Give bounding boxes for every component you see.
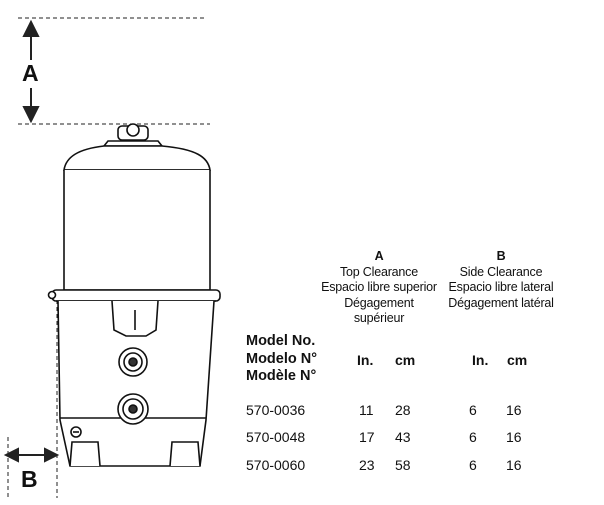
- top-clearance-cm: 58: [395, 457, 411, 473]
- top-clearance-cm: 28: [395, 402, 411, 418]
- top-clearance-in: 17: [359, 429, 375, 445]
- side-clearance-es: Espacio libre lateral: [448, 280, 554, 294]
- side-clearance-cm: 16: [506, 402, 522, 418]
- unit-a-inches: In.: [357, 352, 374, 368]
- table-row: [0, 402, 604, 422]
- dimension-a-label: A: [22, 60, 39, 86]
- model-number-header: [246, 333, 317, 386]
- side-clearance-in: 6: [469, 402, 477, 418]
- top-clearance-in: 11: [359, 402, 374, 418]
- top-clearance-fr: Dégagement supérieur: [344, 295, 414, 325]
- top-clearance-guides: [18, 18, 210, 124]
- column-a-key: A: [374, 249, 384, 263]
- side-clearance-cm: 16: [506, 457, 522, 473]
- model-number: 570-0048: [246, 429, 306, 445]
- top-clearance-cm: 43: [395, 429, 411, 445]
- side-clearance-fr: Dégagement latéral: [448, 295, 554, 310]
- unit-a-cm: cm: [395, 352, 416, 368]
- unit-b-cm: cm: [507, 352, 528, 368]
- side-clearance-in: 6: [469, 429, 477, 445]
- model-number: 570-0036: [246, 402, 306, 418]
- side-clearance-in: 6: [469, 457, 477, 473]
- column-b-key: B: [496, 249, 506, 263]
- model-header-es: Modelo N°: [246, 350, 318, 367]
- dimension-b-label: B: [21, 466, 38, 492]
- top-clearance-es: Espacio libre superior: [321, 280, 437, 294]
- model-number: 570-0060: [246, 457, 306, 473]
- side-clearance-header: [444, 249, 558, 311]
- model-header-fr: Modèle N°: [246, 368, 317, 384]
- top-clearance-header: [318, 249, 440, 327]
- top-clearance-en: Top Clearance: [339, 264, 418, 279]
- unit-b-inches: In.: [472, 352, 489, 368]
- side-clearance-cm: 16: [506, 429, 522, 445]
- table-row: [0, 457, 604, 477]
- model-header-en: Model No.: [246, 333, 316, 349]
- top-clearance-in: 23: [359, 457, 375, 473]
- table-row: [0, 429, 604, 449]
- side-clearance-en: Side Clearance: [459, 264, 543, 279]
